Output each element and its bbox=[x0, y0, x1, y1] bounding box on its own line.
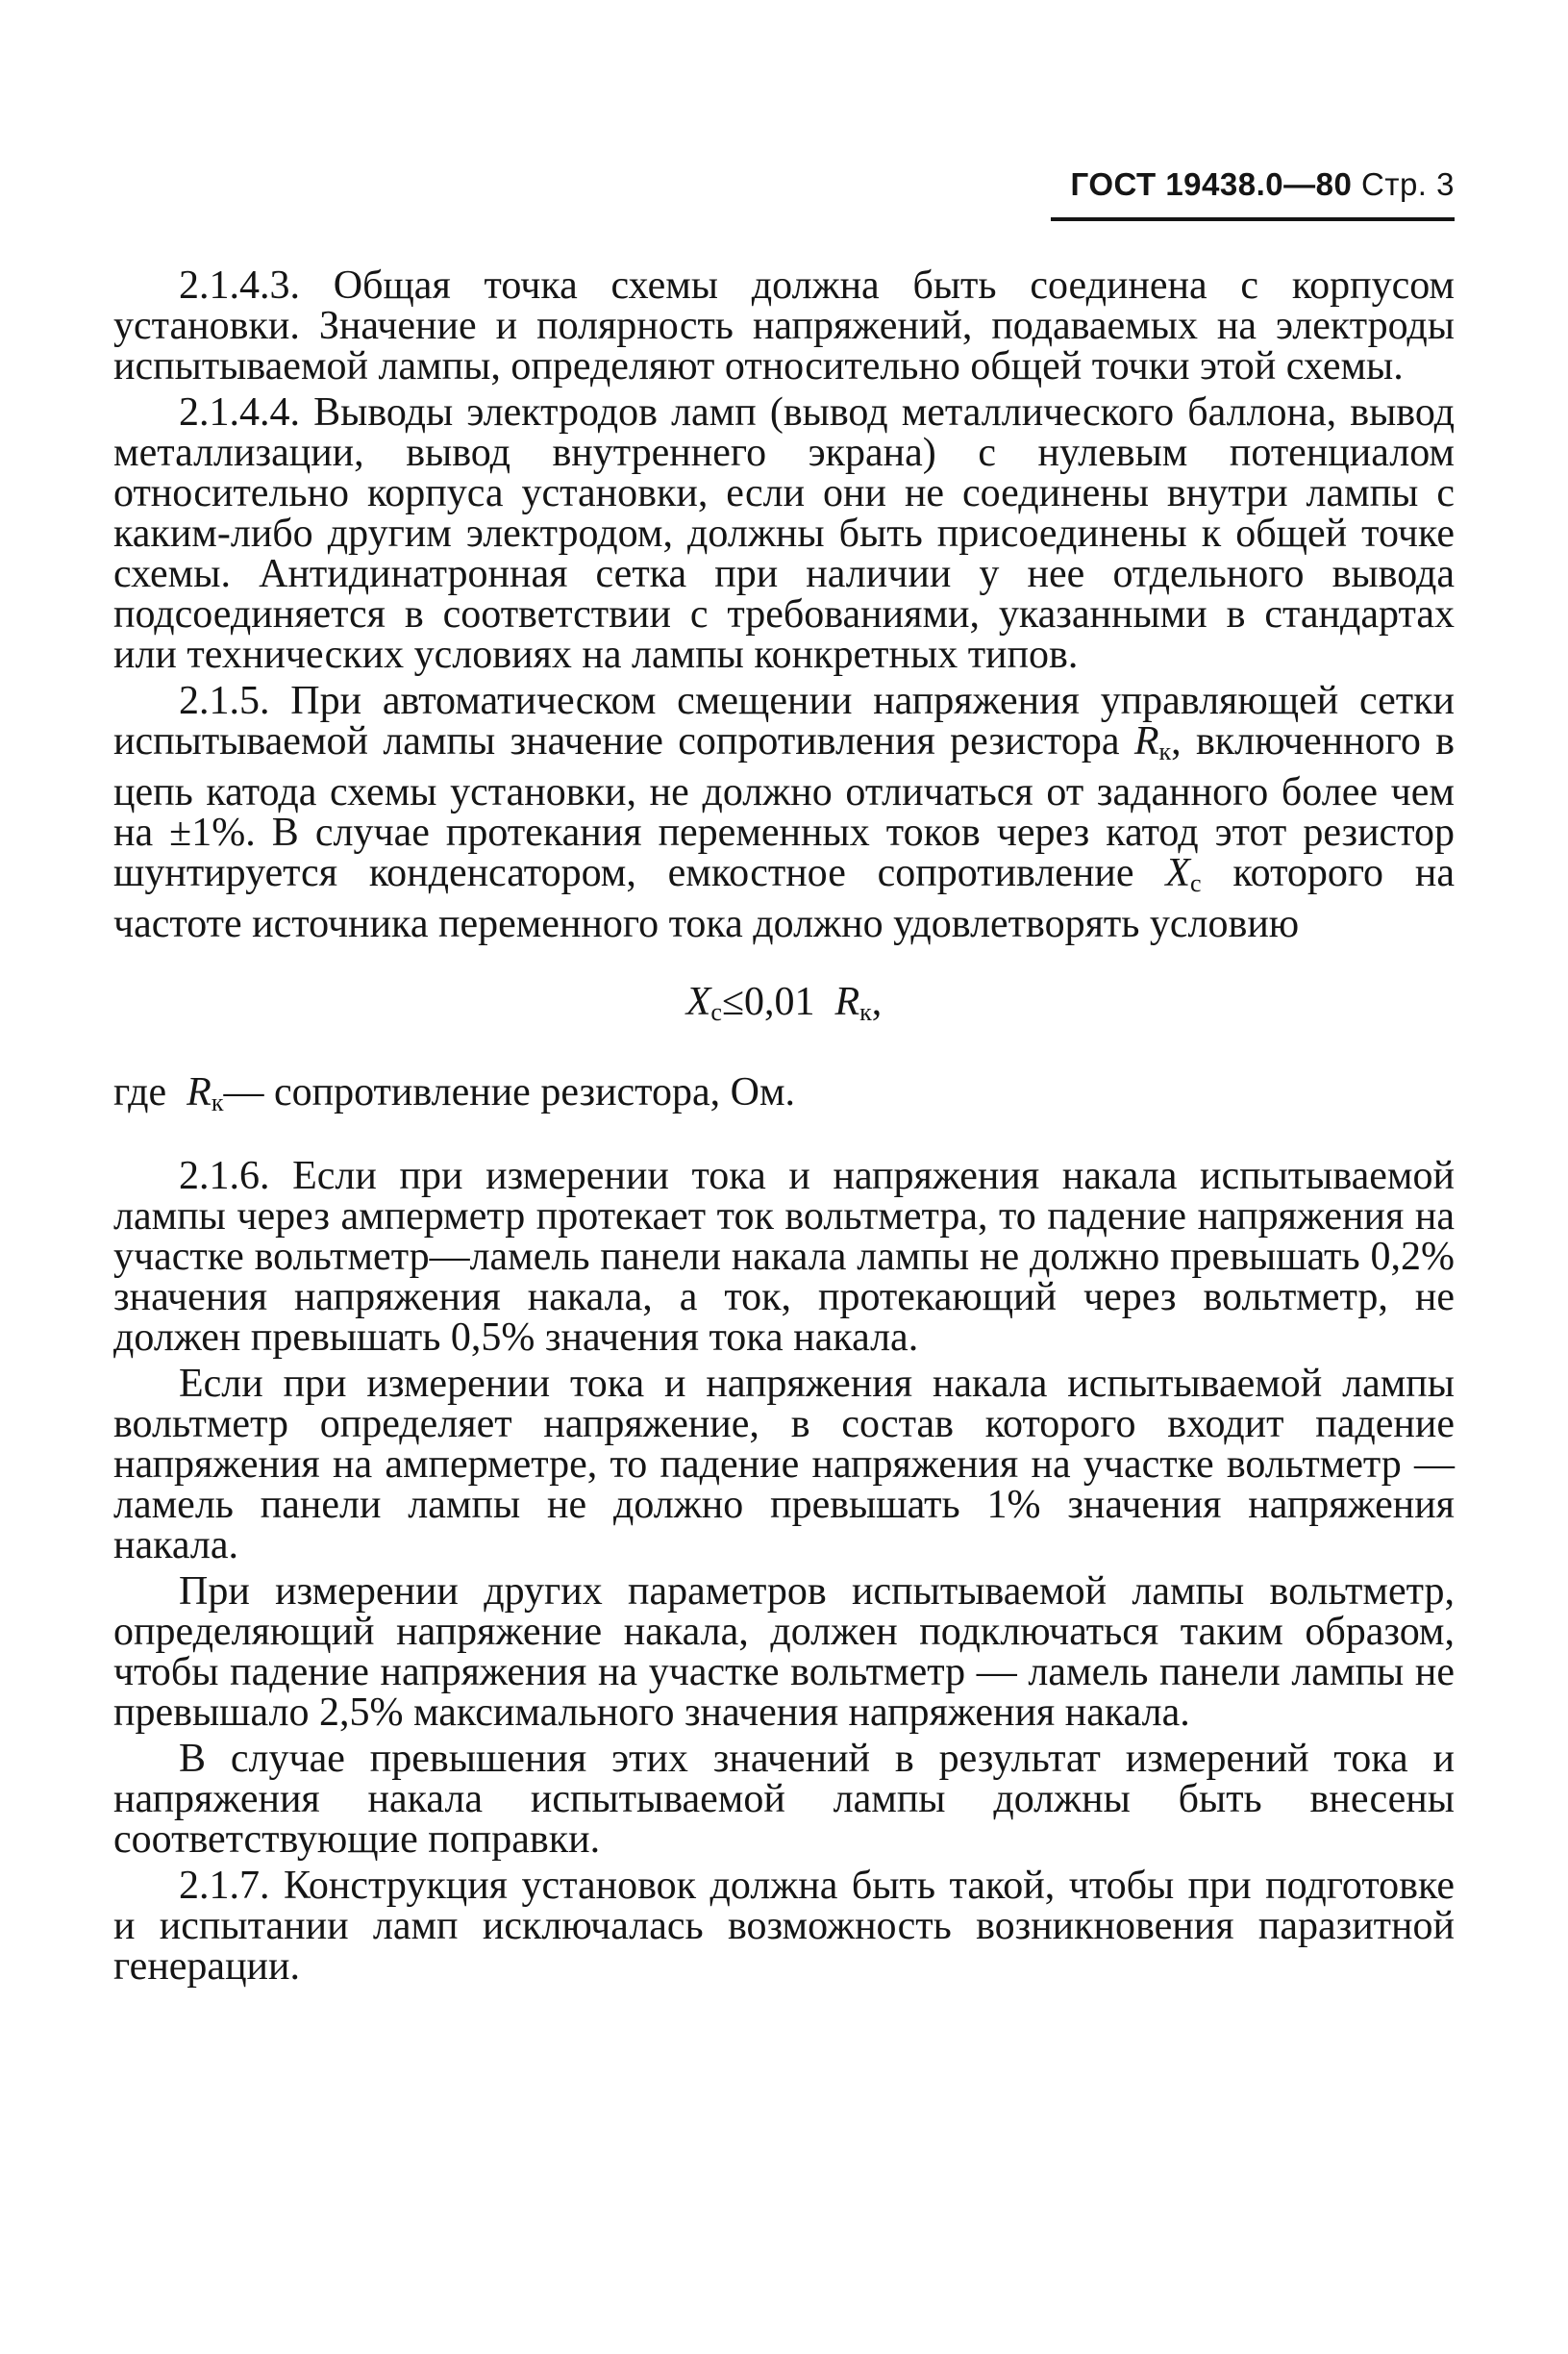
formula-tail: , bbox=[871, 980, 883, 1024]
paragraph-2-1-6-d: В случае превышения этих значений в результат измерений тока и напряжения накала испытываемой лампы должны быть внесены соответствующие поправки. bbox=[113, 1737, 1455, 1862]
paragraph-2-1-4-3: 2.1.4.3. Общая точка схемы должна быть соединена с корпусом установки. Значение и полярность напряжений, подаваемых на электроды испытываемой лампы, определяют относительно общей точки этой схемы. bbox=[113, 263, 1455, 388]
document-page bbox=[113, 0, 1455, 2354]
page-number: Стр. 3 bbox=[1361, 166, 1455, 202]
formula-rhs-subscript: к bbox=[859, 998, 872, 1026]
symbol-xc: X bbox=[1165, 851, 1190, 895]
page-header bbox=[1071, 165, 1455, 204]
where-text: — сопротивление резистора, Ом. bbox=[223, 1070, 796, 1114]
where-symbol-rk-subscript: к bbox=[211, 1089, 224, 1116]
symbol-rk-subscript: к bbox=[1158, 738, 1172, 765]
formula-explanation bbox=[113, 1072, 1455, 1123]
header-rule bbox=[1051, 217, 1455, 221]
standard-number: ГОСТ 19438.0—80 bbox=[1070, 166, 1353, 202]
paragraph-2-1-6-b: Если при измерении тока и напряжения накала испытываемой лампы вольтметр определяет напряжение, в состав которого входит падение напряжения на амперметре, то падение напряжения на участке вольтметр — ламель панели лампы не должно превышать 1% значения напряжения накала. bbox=[113, 1362, 1455, 1567]
paragraph-2-1-4-4: 2.1.4.4. Выводы электродов ламп (вывод металлического баллона, вывод металлизации, вывод внутреннего экрана) с нулевым потенциалом относительно корпуса установки, если они не соединены внутри лампы с каким-либо другим электродом, должны быть присоединены к общей точке схемы. Антидинатронная сетка при наличии у нее отдельного вывода подсоединяется в соответствии с требованиями, указанными в стандартах или технических условиях на лампы конкретных типов. bbox=[113, 390, 1455, 677]
formula bbox=[113, 981, 1455, 1034]
paragraph-2-1-5-part-b: , включенного в цепь катода схемы установки, не должно отличаться от заданного более чем на ±1%. В случае протекания переменных токов через катод этот резистор шунтируется конденсатором, емкостное сопротивление bbox=[113, 719, 1455, 895]
formula-lhs: X bbox=[685, 980, 711, 1024]
formula-rhs: R bbox=[834, 980, 860, 1024]
formula-lhs-subscript: с bbox=[710, 998, 722, 1026]
where-prefix: где bbox=[113, 1070, 177, 1114]
paragraph-2-1-5-part-c: которого на частоте источника переменного тока должно удовлетворять условию bbox=[113, 851, 1455, 946]
paragraph-2-1-7: 2.1.7. Конструкция установок должна быть такой, чтобы при подготовке и испытании ламп исключалась возможность возникновения паразитной генерации. bbox=[113, 1864, 1455, 1989]
paragraph-2-1-6: 2.1.6. Если при измерении тока и напряжения накала испытываемой лампы через амперметр протекает ток вольтметра, то падение напряжения на участке вольтметр—ламель панели накала лампы не должно превышать 0,2% значения напряжения накала, а ток, протекающий через вольтметр, не должен превышать 0,5% значения тока накала. bbox=[113, 1154, 1455, 1360]
paragraph-2-1-5-part-a: 2.1.5. При автоматическом смещении напряжения управляющей сетки испытываемой лампы значение сопротивления резистора bbox=[113, 679, 1455, 764]
paragraph-2-1-6-c: При измерении других параметров испытываемой лампы вольтметр, определяющий напряжение накала, должен подключаться таким образом, чтобы падение напряжения на участке вольтметр — ламель панели лампы не превышало 2,5% максимального значения напряжения накала. bbox=[113, 1569, 1455, 1735]
where-symbol-rk: R bbox=[187, 1070, 212, 1114]
formula-coefficient: 0,01 bbox=[743, 980, 815, 1024]
document-body bbox=[113, 265, 1455, 1992]
symbol-rk: R bbox=[1133, 719, 1159, 764]
formula-relation: ≤ bbox=[721, 980, 744, 1024]
paragraph-2-1-5 bbox=[113, 681, 1455, 944]
symbol-xc-subscript: с bbox=[1189, 869, 1202, 897]
